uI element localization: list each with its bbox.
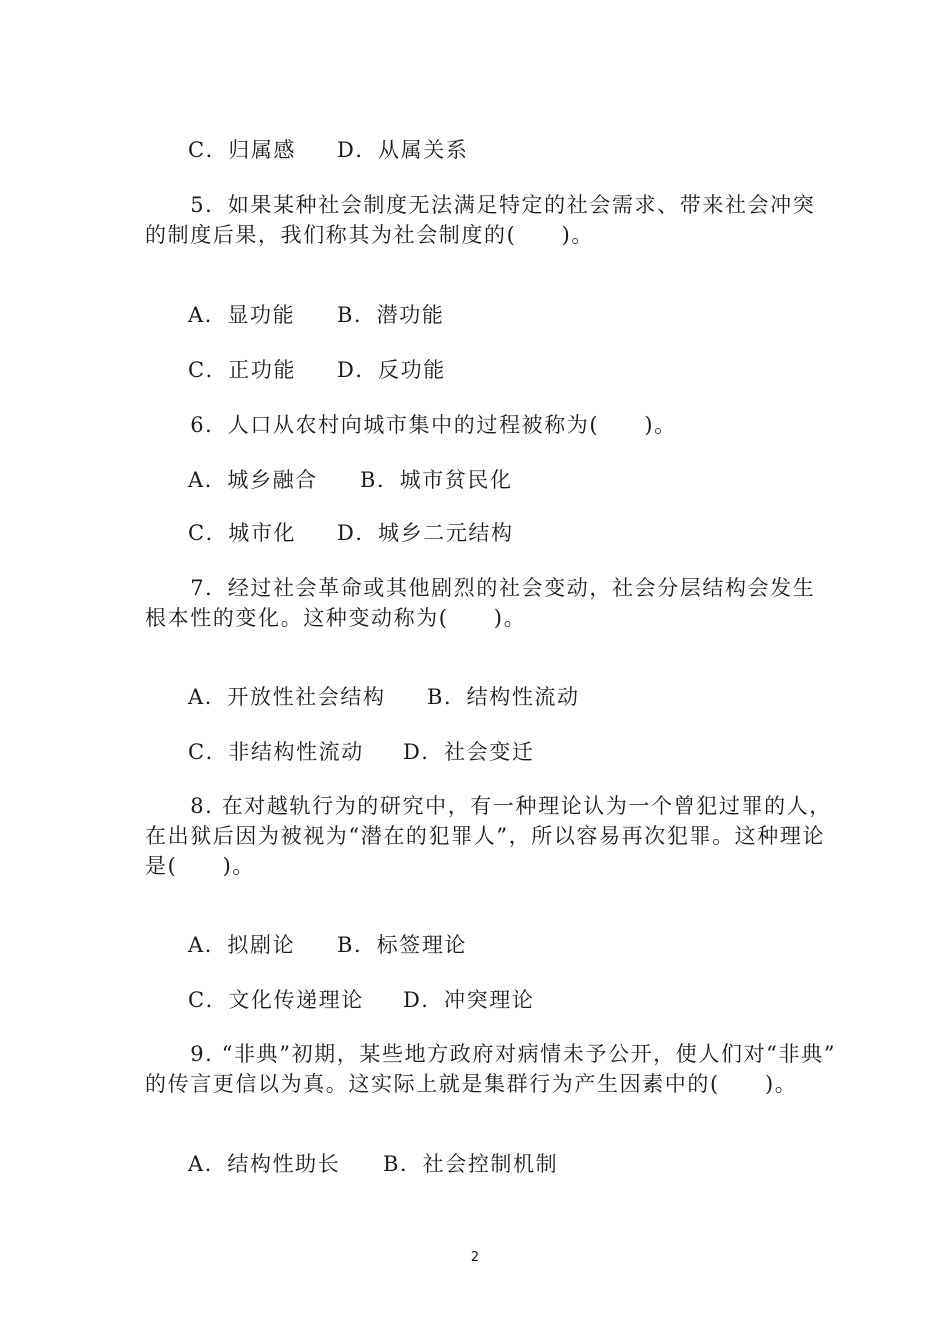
question-text: 7．经过社会革命或其他剧烈的社会变动，社会分层结构会发生 — [145, 576, 816, 600]
option-c: C．正功能 — [188, 358, 297, 382]
option-d: D．冲突理论 — [403, 988, 535, 1012]
option-a: A．结构性助长 — [188, 1152, 341, 1176]
option-a: A．拟剧论 — [188, 933, 296, 957]
question-text: 的传言更信以为真。这实际上就是集群行为产生因素中的( )。 — [145, 1072, 798, 1096]
question-text: 根本性的变化。这种变动称为( )。 — [145, 606, 527, 630]
question-text: 9. “非典”初期，某些地方政府对病情未予公开，使人们对“非典” — [145, 1042, 837, 1066]
question-text: 6．人口从农村向城市集中的过程被称为( )。 — [145, 413, 677, 437]
page-number: 2 — [470, 1250, 480, 1265]
option-b: B．结构性流动 — [427, 685, 580, 709]
option-d: D．从属关系 — [337, 138, 469, 162]
option-c: C．文化传递理论 — [188, 988, 364, 1012]
option-d: D．反功能 — [337, 358, 446, 382]
option-c: C．归属感 — [188, 138, 297, 162]
option-a: A．城乡融合 — [188, 468, 318, 492]
option-c: C．非结构性流动 — [188, 740, 364, 764]
question-text: 在出狱后因为被视为“潜在的犯罪人”，所以容易再次犯罪。这种理论 — [145, 824, 826, 848]
option-a: A．开放性社会结构 — [188, 685, 386, 709]
option-b: B．标签理论 — [337, 933, 468, 957]
option-c: C．城市化 — [188, 521, 297, 545]
option-b: B．城市贫民化 — [360, 468, 513, 492]
option-b: B．社会控制机制 — [383, 1152, 559, 1176]
question-text: 的制度后果，我们称其为社会制度的( )。 — [145, 223, 594, 247]
question-text: 5．如果某种社会制度无法满足特定的社会需求、带来社会冲突 — [145, 193, 816, 217]
option-d: D．城乡二元结构 — [337, 521, 514, 545]
question-text: 8. 在对越轨行为的研究中，有一种理论认为一个曾犯过罪的人， — [145, 794, 832, 818]
option-a: A．显功能 — [188, 303, 296, 327]
option-b: B．潜功能 — [337, 303, 445, 327]
question-text: 是( )。 — [145, 854, 255, 878]
option-d: D．社会变迁 — [403, 740, 535, 764]
